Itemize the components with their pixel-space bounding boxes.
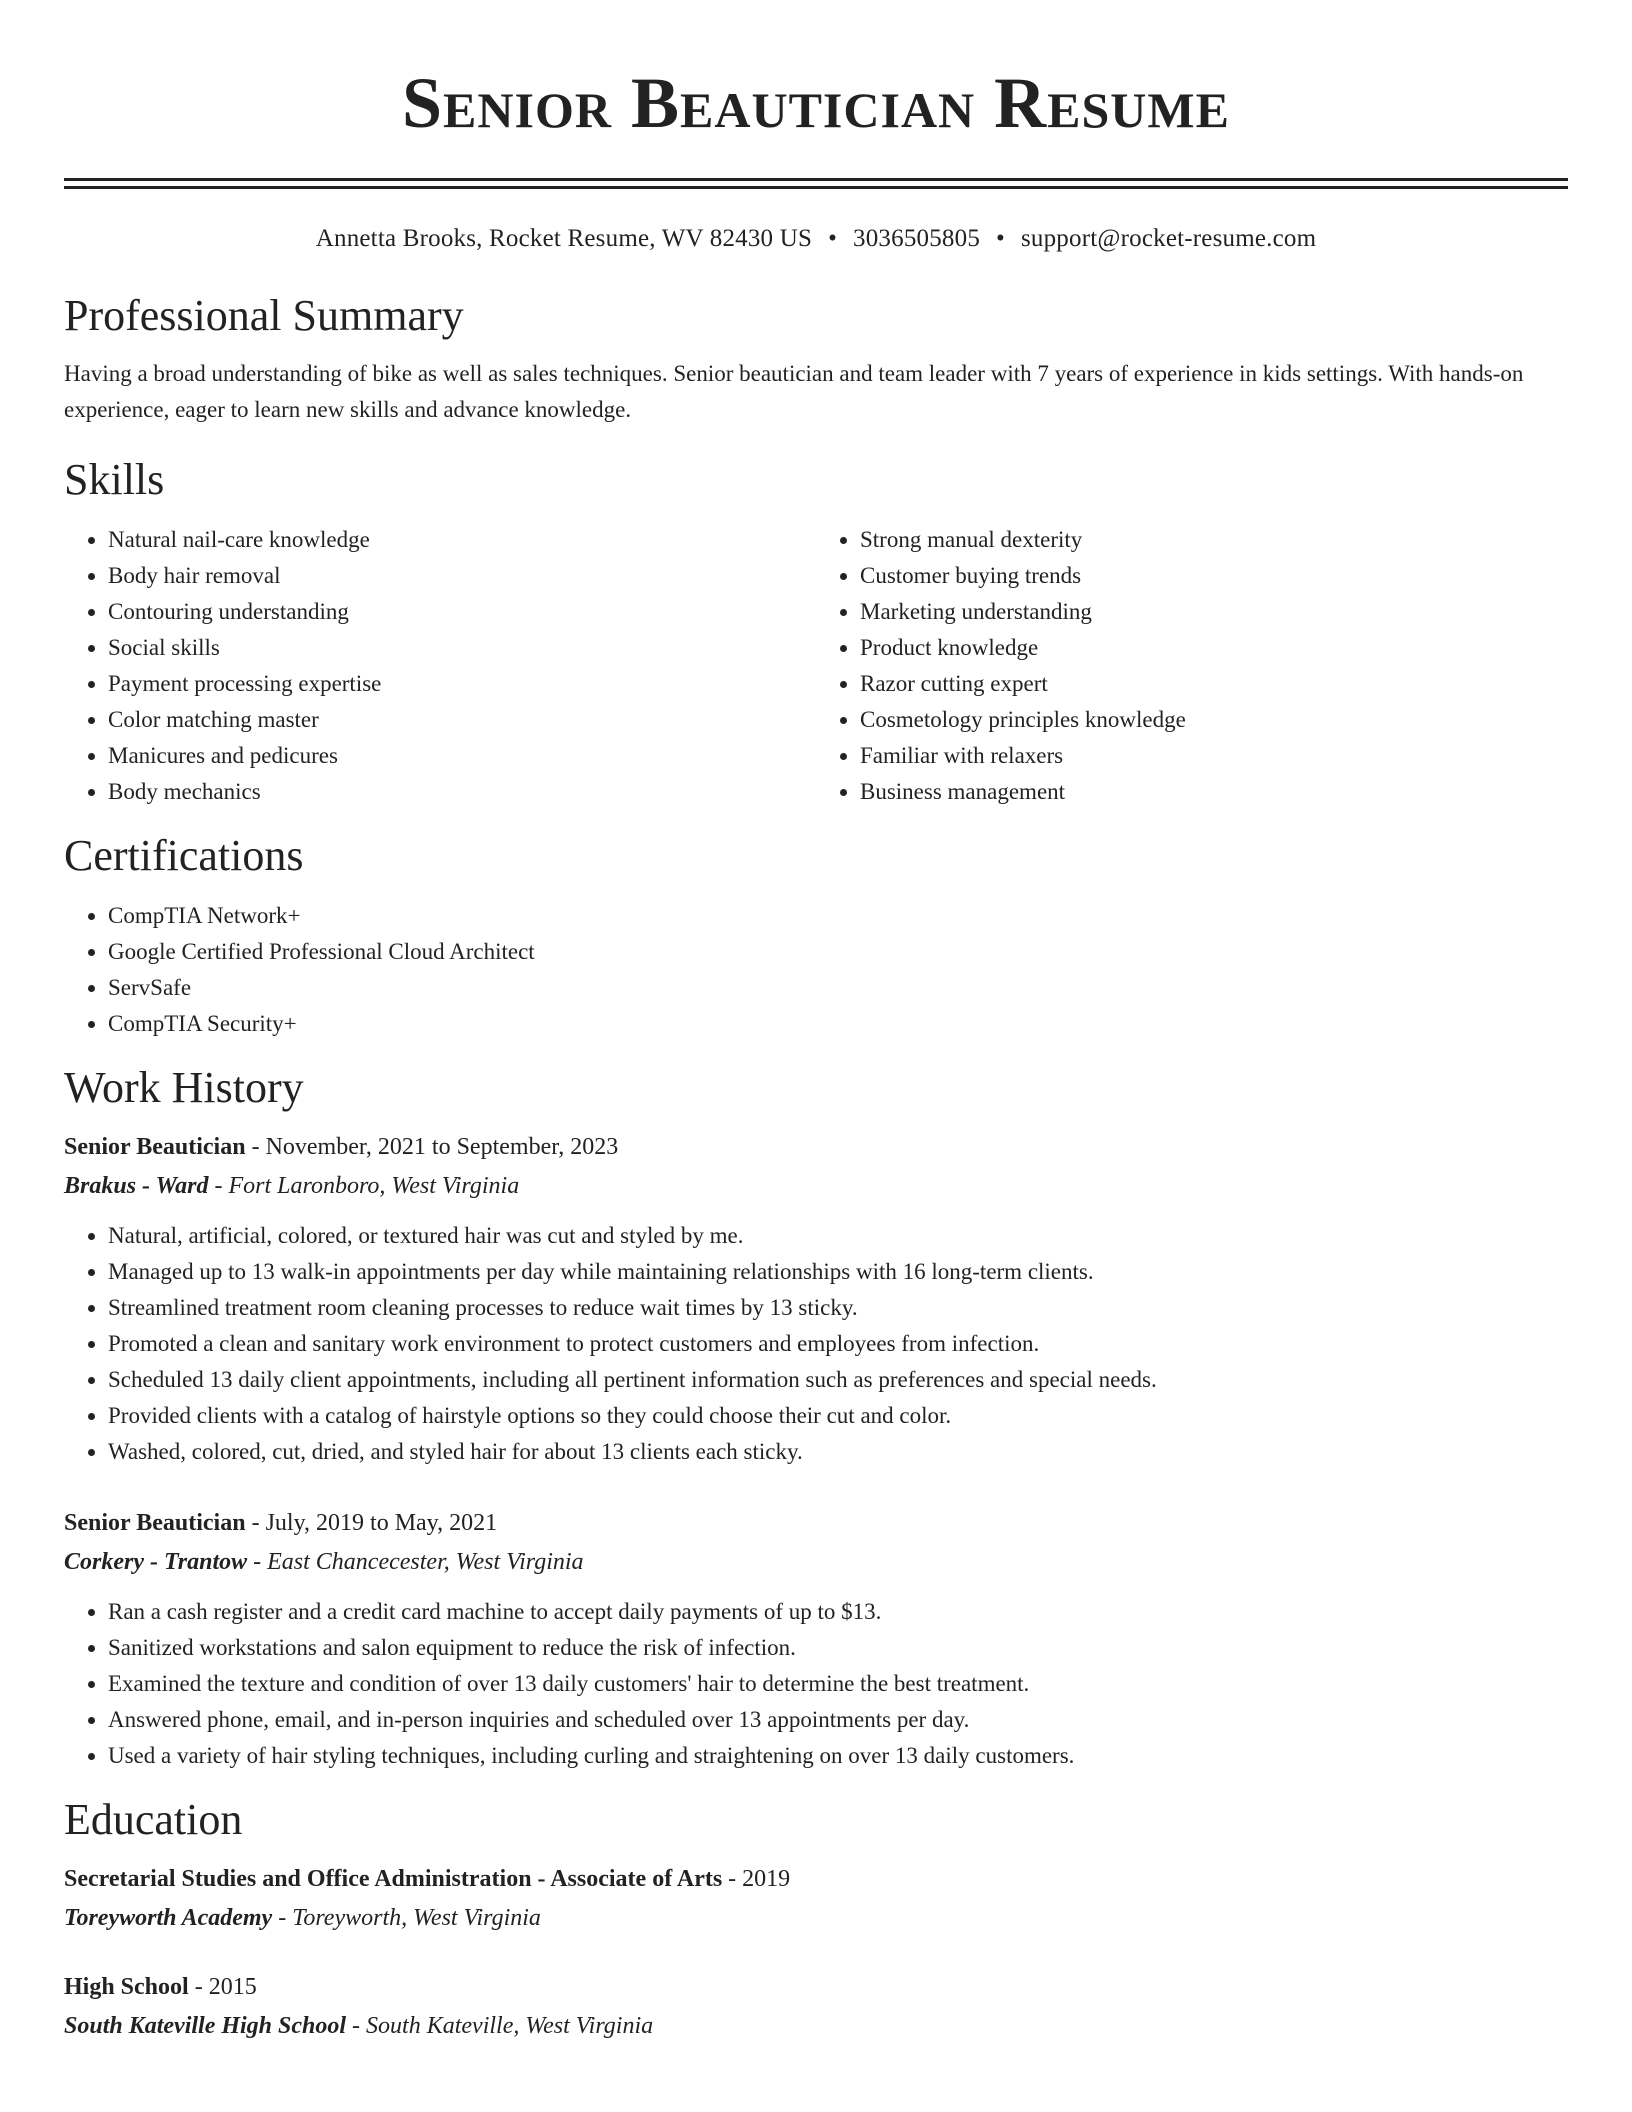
contact-address: Annetta Brooks, Rocket Resume, WV 82430 US (315, 225, 813, 252)
education-degree: High School (64, 1974, 189, 2000)
skill-item: • Contouring understanding (108, 594, 816, 630)
education-year: - 2019 (722, 1866, 791, 1892)
job-bullet-item: • Sanitized workstations and salon equipment to reduce the risk of infection. (108, 1630, 1568, 1666)
skill-item: • Customer buying trends (860, 558, 1568, 594)
summary-section (64, 290, 1568, 428)
certification-item: • Google Certified Professional Cloud Architect (108, 934, 1568, 970)
job-bullet-item: • Managed up to 13 walk-in appointments per day while maintaining relationships with 16 long-term clients. (108, 1254, 1568, 1290)
job-employer: Brakus - Ward (64, 1173, 209, 1199)
job-bullet-item: • Ran a cash register and a credit card machine to accept daily payments of up to $13. (108, 1594, 1568, 1630)
section-heading-summary: Professional Summary (64, 291, 464, 340)
job-entry (64, 1128, 1568, 1470)
skill-item: • Product knowledge (860, 630, 1568, 666)
education-section (64, 1794, 1568, 2046)
job-header (64, 1128, 1568, 1166)
work-section (64, 1062, 1568, 1774)
education-location: - Toreyworth, West Virginia (272, 1905, 541, 1931)
skills-list-right (816, 522, 1568, 810)
skill-item: • Business management (860, 774, 1568, 810)
skill-item: • Marketing understanding (860, 594, 1568, 630)
certifications-section (64, 830, 1568, 1042)
skill-item: • Razor cutting expert (860, 666, 1568, 702)
certifications-list (64, 898, 1568, 1042)
skill-item: • Body mechanics (108, 774, 816, 810)
education-header (64, 1968, 1568, 2006)
job-bullets (64, 1218, 1568, 1470)
skill-item: • Familiar with relaxers (860, 738, 1568, 774)
job-bullet-item: • Answered phone, email, and in-person inquiries and scheduled over 13 appointments per day. (108, 1702, 1568, 1738)
education-school: South Kateville High School (64, 2013, 347, 2039)
job-employer-line (64, 1542, 1568, 1582)
rule-line-bottom (64, 186, 1568, 189)
skill-item: • Natural nail-care knowledge (108, 522, 816, 558)
job-header (64, 1504, 1568, 1542)
education-degree: Secretarial Studies and Office Administration - Associate of Arts (64, 1866, 723, 1892)
education-year: - 2015 (188, 1974, 257, 2000)
contact-info (64, 223, 1568, 255)
skill-item: • Payment processing expertise (108, 666, 816, 702)
job-bullet-item: • Scheduled 13 daily client appointments, including all pertinent information such as preferences and special needs. (108, 1362, 1568, 1398)
section-heading-work: Work History (64, 1063, 304, 1112)
job-location: - Fort Laronboro, West Virginia (208, 1173, 520, 1199)
certification-item: • ServSafe (108, 970, 1568, 1006)
job-bullet-item: • Natural, artificial, colored, or textured hair was cut and styled by me. (108, 1218, 1568, 1254)
skill-item: • Cosmetology principles knowledge (860, 702, 1568, 738)
rule-line-top (64, 178, 1568, 181)
skill-item: • Manicures and pedicures (108, 738, 816, 774)
skills-list-left (64, 522, 816, 810)
job-location: - East Chancecester, West Virginia (247, 1549, 584, 1575)
job-bullet-item: • Washed, colored, cut, dried, and styled hair for about 13 clients each sticky. (108, 1434, 1568, 1470)
education-entry (64, 1860, 1568, 1938)
section-heading-education: Education (64, 1795, 243, 1844)
summary-text: Having a broad understanding of bike as well as sales techniques. Senior beautician and team leader with 7 years of experience in kids settings. With hands-on experience, eager to learn new skills and advance knowledge. (64, 361, 1524, 422)
job-title: Senior Beautician (64, 1134, 246, 1160)
title-double-rule (64, 178, 1568, 189)
skill-item: • Social skills (108, 630, 816, 666)
education-location: - South Kateville, West Virginia (346, 2013, 654, 2039)
skill-item: • Color matching master (108, 702, 816, 738)
resume-title: Senior Beautician Resume (402, 63, 1230, 143)
skills-section (64, 454, 1568, 810)
job-entry (64, 1504, 1568, 1774)
education-school-line (64, 2006, 1568, 2046)
skills-columns (64, 522, 1568, 810)
skill-item: • Body hair removal (108, 558, 816, 594)
job-bullet-item: • Streamlined treatment room cleaning processes to reduce wait times by 13 sticky. (108, 1290, 1568, 1326)
section-heading-skills: Skills (64, 455, 165, 504)
contact-separator: • (828, 225, 838, 252)
job-bullets (64, 1594, 1568, 1774)
job-dates: - November, 2021 to September, 2023 (245, 1134, 619, 1160)
job-dates: - July, 2019 to May, 2021 (245, 1510, 498, 1536)
job-employer: Corkery - Trantow (64, 1549, 248, 1575)
job-bullet-item: • Provided clients with a catalog of hairstyle options so they could choose their cut and color. (108, 1398, 1568, 1434)
job-bullet-item: • Used a variety of hair styling techniques, including curling and straightening on over 13 daily customers. (108, 1738, 1568, 1774)
education-school-line (64, 1898, 1568, 1938)
contact-separator: • (996, 225, 1005, 252)
contact-phone: 3036505805 (853, 225, 981, 252)
certification-item: • CompTIA Network+ (108, 898, 1568, 934)
education-school: Toreyworth Academy (64, 1905, 273, 1931)
certification-item: • CompTIA Security+ (108, 1006, 1568, 1042)
education-header (64, 1860, 1568, 1898)
education-entry (64, 1968, 1568, 2046)
job-bullet-item: • Examined the texture and condition of over 13 daily customers' hair to determine the best treatment. (108, 1666, 1568, 1702)
section-heading-certifications: Certifications (64, 831, 304, 880)
skill-item: • Strong manual dexterity (860, 522, 1568, 558)
contact-email: support@rocket-resume.com (1020, 225, 1317, 252)
job-title: Senior Beautician (64, 1510, 246, 1536)
job-employer-line (64, 1166, 1568, 1206)
job-bullet-item: • Promoted a clean and sanitary work environment to protect customers and employees from infection. (108, 1326, 1568, 1362)
